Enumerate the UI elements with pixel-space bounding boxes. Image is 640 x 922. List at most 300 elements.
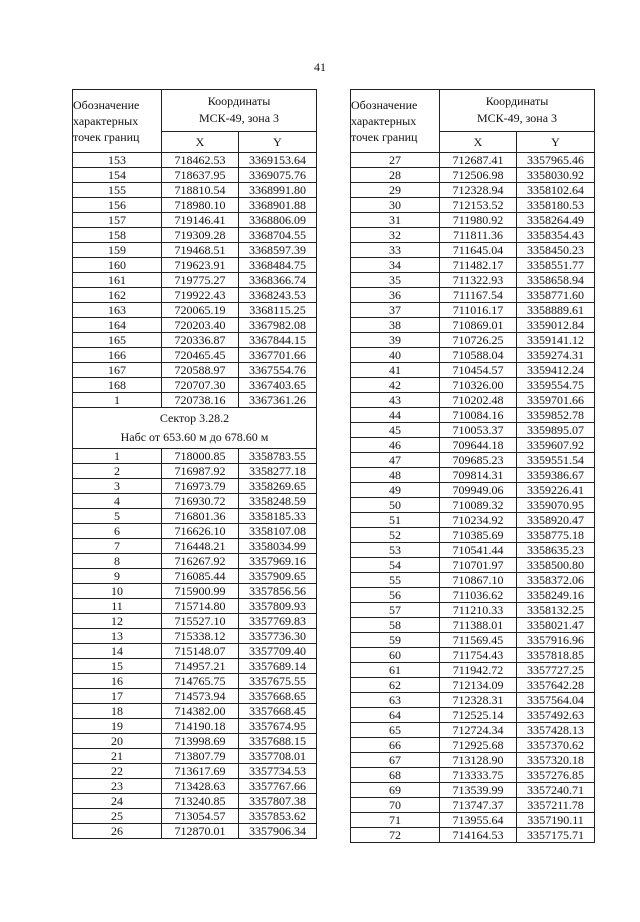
point-id-cell: 3 (73, 479, 162, 494)
point-id-cell: 2 (73, 464, 162, 479)
header-coordinates (440, 90, 595, 132)
table-row (351, 618, 595, 633)
y-cell: 3357767.66 (239, 779, 317, 794)
y-cell: 3358180.53 (517, 198, 595, 213)
header-coords-title: Координаты (485, 94, 549, 109)
table-row (351, 273, 595, 288)
point-id-cell: 27 (351, 153, 440, 168)
point-id-cell: 48 (351, 468, 440, 483)
point-id-cell: 166 (73, 348, 162, 363)
y-cell: 3357668.45 (239, 704, 317, 719)
table-row (73, 779, 317, 794)
y-cell: 3358920.47 (517, 513, 595, 528)
table-row (351, 498, 595, 513)
x-cell: 715338.12 (162, 629, 239, 644)
x-cell: 716626.10 (162, 524, 239, 539)
point-id-cell: 28 (351, 168, 440, 183)
section-row (73, 408, 317, 449)
x-cell: 720336.87 (162, 333, 239, 348)
table-row (351, 573, 595, 588)
y-cell: 3357916.96 (517, 633, 595, 648)
header-coords-subtitle: МСК-49, зона 3 (198, 111, 280, 126)
point-id-cell: 61 (351, 663, 440, 678)
y-cell: 3358102.64 (517, 183, 595, 198)
point-id-cell: 13 (73, 629, 162, 644)
table-row (73, 228, 317, 243)
table-row (73, 734, 317, 749)
y-cell: 3358775.18 (517, 528, 595, 543)
point-id-cell: 159 (73, 243, 162, 258)
x-cell: 711210.33 (440, 603, 517, 618)
point-id-cell: 62 (351, 678, 440, 693)
table-row (351, 603, 595, 618)
point-id-cell: 21 (73, 749, 162, 764)
point-id-cell: 39 (351, 333, 440, 348)
table-row (351, 333, 595, 348)
point-id-cell: 53 (351, 543, 440, 558)
x-cell: 719775.27 (162, 273, 239, 288)
y-cell: 3358450.23 (517, 243, 595, 258)
x-cell: 710326.00 (440, 378, 517, 393)
table-row (351, 318, 595, 333)
x-cell: 716267.92 (162, 554, 239, 569)
table-row (351, 588, 595, 603)
y-cell: 3357642.28 (517, 678, 595, 693)
table-row (351, 648, 595, 663)
x-cell: 716801.36 (162, 509, 239, 524)
y-cell: 3368366.74 (239, 273, 317, 288)
table-row (73, 333, 317, 348)
table-row (73, 614, 317, 629)
table-row (73, 464, 317, 479)
x-cell: 710454.57 (440, 363, 517, 378)
y-cell: 3358021.47 (517, 618, 595, 633)
y-cell: 3358249.16 (517, 588, 595, 603)
x-cell: 720588.97 (162, 363, 239, 378)
sector-heading (73, 408, 317, 449)
y-cell: 3367701.66 (239, 348, 317, 363)
y-cell: 3357727.25 (517, 663, 595, 678)
x-cell: 719468.51 (162, 243, 239, 258)
point-id-cell: 42 (351, 378, 440, 393)
table-row (351, 813, 595, 828)
point-id-cell: 26 (73, 824, 162, 839)
point-id-cell: 9 (73, 569, 162, 584)
point-id-cell: 64 (351, 708, 440, 723)
y-cell: 3357689.14 (239, 659, 317, 674)
table-row (351, 513, 595, 528)
x-cell: 712134.09 (440, 678, 517, 693)
x-cell: 711645.04 (440, 243, 517, 258)
y-cell: 3359554.75 (517, 378, 595, 393)
table-row (73, 704, 317, 719)
point-id-cell: 155 (73, 183, 162, 198)
x-cell: 712328.94 (440, 183, 517, 198)
point-id-cell: 49 (351, 483, 440, 498)
table-row (73, 393, 317, 408)
x-cell: 712925.68 (440, 738, 517, 753)
point-id-cell: 10 (73, 584, 162, 599)
y-cell: 3368243.53 (239, 288, 317, 303)
table-row (73, 363, 317, 378)
x-cell: 709814.31 (440, 468, 517, 483)
x-cell: 716448.21 (162, 539, 239, 554)
y-cell: 3357175.71 (517, 828, 595, 843)
table-row (351, 453, 595, 468)
table-row (73, 824, 317, 839)
y-cell: 3358277.18 (239, 464, 317, 479)
table-row (351, 693, 595, 708)
y-cell: 3369153.64 (239, 153, 317, 168)
x-cell: 710089.32 (440, 498, 517, 513)
x-cell: 712724.34 (440, 723, 517, 738)
x-cell: 711942.72 (440, 663, 517, 678)
x-cell: 713128.90 (440, 753, 517, 768)
point-id-cell: 32 (351, 228, 440, 243)
y-cell: 3357674.95 (239, 719, 317, 734)
table-row (351, 798, 595, 813)
point-id-cell: 160 (73, 258, 162, 273)
table-row (351, 753, 595, 768)
point-id-cell: 46 (351, 438, 440, 453)
table-row (351, 168, 595, 183)
x-cell: 714190.18 (162, 719, 239, 734)
y-cell: 3358658.94 (517, 273, 595, 288)
point-id-cell: 162 (73, 288, 162, 303)
x-cell: 712153.52 (440, 198, 517, 213)
x-cell: 720203.40 (162, 318, 239, 333)
page-number: 41 (314, 60, 326, 74)
table-row (73, 569, 317, 584)
point-id-cell: 52 (351, 528, 440, 543)
table-row (73, 674, 317, 689)
table-row (351, 558, 595, 573)
y-cell: 3359607.92 (517, 438, 595, 453)
point-id-cell: 31 (351, 213, 440, 228)
y-cell: 3367403.65 (239, 378, 317, 393)
point-id-cell: 25 (73, 809, 162, 824)
point-id-cell: 22 (73, 764, 162, 779)
x-cell: 714382.00 (162, 704, 239, 719)
table-row (73, 168, 317, 183)
x-cell: 709685.23 (440, 453, 517, 468)
y-cell: 3368115.25 (239, 303, 317, 318)
x-cell: 718000.85 (162, 449, 239, 464)
point-id-cell: 69 (351, 783, 440, 798)
x-cell: 710234.92 (440, 513, 517, 528)
y-cell: 3358354.43 (517, 228, 595, 243)
table-row (73, 629, 317, 644)
table-row (351, 543, 595, 558)
y-cell: 3357211.78 (517, 798, 595, 813)
y-cell: 3357809.93 (239, 599, 317, 614)
y-cell: 3367361.26 (239, 393, 317, 408)
point-id-cell: 59 (351, 633, 440, 648)
point-id-cell: 47 (351, 453, 440, 468)
table-row (73, 584, 317, 599)
x-cell: 716930.72 (162, 494, 239, 509)
y-cell: 3358264.49 (517, 213, 595, 228)
y-cell: 3357769.83 (239, 614, 317, 629)
table-row (73, 524, 317, 539)
y-cell: 3359551.54 (517, 453, 595, 468)
x-cell: 712525.14 (440, 708, 517, 723)
y-cell: 3359412.24 (517, 363, 595, 378)
y-cell: 3358132.25 (517, 603, 595, 618)
y-cell: 3357370.62 (517, 738, 595, 753)
x-cell: 720738.16 (162, 393, 239, 408)
x-cell: 711754.43 (440, 648, 517, 663)
x-cell: 710588.04 (440, 348, 517, 363)
point-id-cell: 153 (73, 153, 162, 168)
y-cell: 3357675.55 (239, 674, 317, 689)
y-cell: 3359386.67 (517, 468, 595, 483)
point-id-cell: 33 (351, 243, 440, 258)
x-cell: 712687.41 (440, 153, 517, 168)
x-cell: 712870.01 (162, 824, 239, 839)
table-row (73, 318, 317, 333)
point-id-cell: 7 (73, 539, 162, 554)
x-cell: 716987.92 (162, 464, 239, 479)
y-cell: 3368901.88 (239, 198, 317, 213)
y-cell: 3367982.08 (239, 318, 317, 333)
x-cell: 711322.93 (440, 273, 517, 288)
point-id-cell: 8 (73, 554, 162, 569)
x-cell: 714957.21 (162, 659, 239, 674)
x-cell: 712328.31 (440, 693, 517, 708)
y-cell: 3368484.75 (239, 258, 317, 273)
coordinates-table-right (350, 89, 595, 843)
y-cell: 3367844.15 (239, 333, 317, 348)
x-cell: 715900.99 (162, 584, 239, 599)
y-cell: 3359852.78 (517, 408, 595, 423)
table-row (351, 783, 595, 798)
table-row (73, 153, 317, 168)
y-cell: 3358551.77 (517, 258, 595, 273)
point-id-cell: 72 (351, 828, 440, 843)
y-cell: 3358030.92 (517, 168, 595, 183)
table-row (73, 303, 317, 318)
table-row (351, 183, 595, 198)
x-cell: 709949.06 (440, 483, 517, 498)
point-id-cell: 165 (73, 333, 162, 348)
x-cell: 710202.48 (440, 393, 517, 408)
header-coords-subtitle: МСК-49, зона 3 (476, 111, 558, 126)
y-cell: 3358248.59 (239, 494, 317, 509)
point-id-cell: 41 (351, 363, 440, 378)
x-cell: 711016.17 (440, 303, 517, 318)
y-cell: 3358771.60 (517, 288, 595, 303)
y-cell: 3358269.65 (239, 479, 317, 494)
y-cell: 3357818.85 (517, 648, 595, 663)
coordinates-table-left (72, 89, 317, 839)
point-id-cell: 68 (351, 768, 440, 783)
y-cell: 3357428.13 (517, 723, 595, 738)
header-point-label: Обозначение характерных точек границ (73, 90, 162, 153)
point-id-cell: 17 (73, 689, 162, 704)
point-id-cell: 71 (351, 813, 440, 828)
point-id-cell: 154 (73, 168, 162, 183)
y-cell: 3359226.41 (517, 483, 595, 498)
x-cell: 711167.54 (440, 288, 517, 303)
table-row (73, 794, 317, 809)
table-row (351, 738, 595, 753)
x-cell: 720065.19 (162, 303, 239, 318)
y-cell: 3357906.34 (239, 824, 317, 839)
y-cell: 3359141.12 (517, 333, 595, 348)
table-row (351, 228, 595, 243)
sector-title: Сектор 3.28.2 (159, 411, 230, 425)
y-cell: 3357856.56 (239, 584, 317, 599)
x-cell: 718462.53 (162, 153, 239, 168)
table-row (73, 449, 317, 464)
table-row (351, 393, 595, 408)
point-id-cell: 157 (73, 213, 162, 228)
table-row (351, 378, 595, 393)
x-cell: 715527.10 (162, 614, 239, 629)
x-cell: 719922.43 (162, 288, 239, 303)
y-cell: 3357734.53 (239, 764, 317, 779)
table-row (351, 528, 595, 543)
point-id-cell: 65 (351, 723, 440, 738)
table-row (73, 198, 317, 213)
y-cell: 3359895.07 (517, 423, 595, 438)
table-row (73, 348, 317, 363)
x-cell: 710385.69 (440, 528, 517, 543)
header-point-label: Обозначение характерных точек границ (351, 90, 440, 153)
y-cell: 3357853.62 (239, 809, 317, 824)
header-x: X (162, 131, 239, 152)
y-cell: 3357668.65 (239, 689, 317, 704)
table-row (351, 198, 595, 213)
x-cell: 711980.92 (440, 213, 517, 228)
x-cell: 715148.07 (162, 644, 239, 659)
table-row (73, 288, 317, 303)
point-id-cell: 56 (351, 588, 440, 603)
x-cell: 718980.10 (162, 198, 239, 213)
x-cell: 710726.25 (440, 333, 517, 348)
y-cell: 3359070.95 (517, 498, 595, 513)
point-id-cell: 58 (351, 618, 440, 633)
x-cell: 713054.57 (162, 809, 239, 824)
y-cell: 3358635.23 (517, 543, 595, 558)
x-cell: 713240.85 (162, 794, 239, 809)
table-body-left (73, 153, 317, 839)
table-row (73, 273, 317, 288)
point-id-cell: 44 (351, 408, 440, 423)
table-row (73, 809, 317, 824)
point-id-cell: 54 (351, 558, 440, 573)
y-cell: 3358185.33 (239, 509, 317, 524)
y-cell: 3368704.55 (239, 228, 317, 243)
x-cell: 719623.91 (162, 258, 239, 273)
table-row (73, 599, 317, 614)
table-row (73, 539, 317, 554)
point-id-cell: 30 (351, 198, 440, 213)
x-cell: 714573.94 (162, 689, 239, 704)
x-cell: 711388.01 (440, 618, 517, 633)
header-x: X (440, 131, 517, 152)
point-id-cell: 6 (73, 524, 162, 539)
point-id-cell: 36 (351, 288, 440, 303)
point-id-cell: 63 (351, 693, 440, 708)
table-row (351, 828, 595, 843)
table-row (351, 153, 595, 168)
x-cell: 713955.64 (440, 813, 517, 828)
table-row (351, 303, 595, 318)
point-id-cell: 1 (73, 449, 162, 464)
x-cell: 713428.63 (162, 779, 239, 794)
y-cell: 3368806.09 (239, 213, 317, 228)
x-cell: 709644.18 (440, 438, 517, 453)
point-id-cell: 20 (73, 734, 162, 749)
table-row (73, 644, 317, 659)
point-id-cell: 55 (351, 573, 440, 588)
x-cell: 719146.41 (162, 213, 239, 228)
table-row (351, 663, 595, 678)
x-cell: 710541.44 (440, 543, 517, 558)
x-cell: 711036.62 (440, 588, 517, 603)
table-row (73, 659, 317, 674)
x-cell: 713539.99 (440, 783, 517, 798)
table-row (73, 689, 317, 704)
table-row (351, 288, 595, 303)
y-cell: 3357969.16 (239, 554, 317, 569)
table-body-right (351, 153, 595, 843)
y-cell: 3357709.40 (239, 644, 317, 659)
x-cell: 720707.30 (162, 378, 239, 393)
table-row (73, 554, 317, 569)
table-row (351, 768, 595, 783)
point-id-cell: 4 (73, 494, 162, 509)
table-row (351, 708, 595, 723)
header-y: Y (239, 131, 317, 152)
y-cell: 3359012.84 (517, 318, 595, 333)
y-cell: 3358034.99 (239, 539, 317, 554)
point-id-cell: 70 (351, 798, 440, 813)
table-row (351, 633, 595, 648)
x-cell: 710701.97 (440, 558, 517, 573)
point-id-cell: 51 (351, 513, 440, 528)
table-row (73, 183, 317, 198)
table-row (73, 479, 317, 494)
x-cell: 715714.80 (162, 599, 239, 614)
point-id-cell: 24 (73, 794, 162, 809)
y-cell: 3368597.39 (239, 243, 317, 258)
x-cell: 718810.54 (162, 183, 239, 198)
table-row (351, 678, 595, 693)
y-cell: 3357807.38 (239, 794, 317, 809)
table-row (351, 348, 595, 363)
table-row (73, 258, 317, 273)
point-id-cell: 35 (351, 273, 440, 288)
y-cell: 3357909.65 (239, 569, 317, 584)
y-cell: 3357708.01 (239, 749, 317, 764)
table-row (351, 408, 595, 423)
point-id-cell: 167 (73, 363, 162, 378)
table-row (73, 509, 317, 524)
table-row (351, 723, 595, 738)
point-id-cell: 168 (73, 378, 162, 393)
header-y: Y (517, 131, 595, 152)
point-id-cell: 57 (351, 603, 440, 618)
point-id-cell: 40 (351, 348, 440, 363)
point-id-cell: 29 (351, 183, 440, 198)
table-row (351, 243, 595, 258)
point-id-cell: 37 (351, 303, 440, 318)
table-row (73, 764, 317, 779)
point-id-cell: 156 (73, 198, 162, 213)
